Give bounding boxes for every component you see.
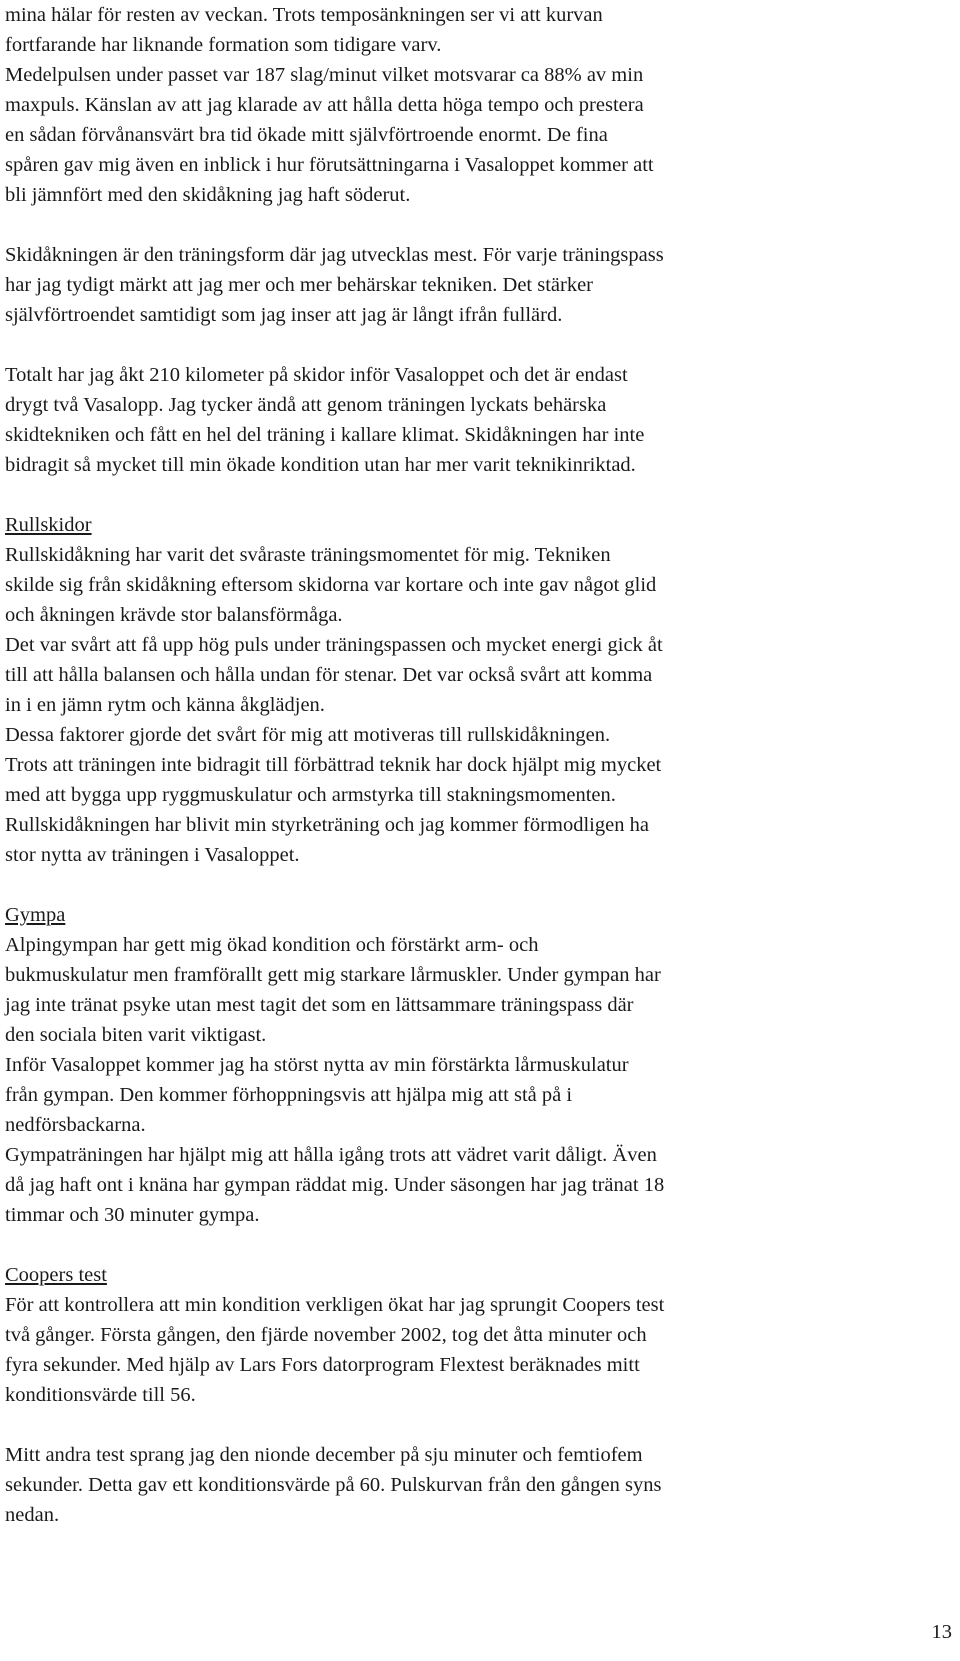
coopers-section [5, 1260, 905, 1410]
text-line: in i en jämn rytm och känna åkglädjen. [5, 694, 325, 716]
text-line: spåren gav mig även en inblick i hur förutsättningarna i Vasaloppet kommer att [5, 154, 654, 176]
text-line: Inför Vasaloppet kommer jag ha störst nytta av min förstärkta lårmuskulatur [5, 1054, 629, 1076]
text-line: Skidåkningen är den träningsform där jag utvecklas mest. För varje träningspass [5, 244, 664, 266]
text-line: bidragit så mycket till min ökade kondition utan har mer varit teknikinriktad. [5, 454, 636, 476]
text-line: den sociala biten varit viktigast. [5, 1024, 267, 1046]
text-line: nedförsbackarna. [5, 1114, 146, 1136]
text-line: timmar och 30 minuter gympa. [5, 1204, 260, 1226]
text-line: Totalt har jag åkt 210 kilometer på skidor inför Vasaloppet och det är endast [5, 364, 628, 386]
text-line: Rullskidåkningen har blivit min styrketräning och jag kommer förmodligen ha [5, 814, 649, 836]
intro-paragraph [5, 0, 905, 210]
paragraph-gap [5, 870, 905, 900]
paragraph-gap [5, 1410, 905, 1440]
text-line: Alpingympan har gett mig ökad kondition och förstärkt arm- och [5, 934, 539, 956]
text-line: fyra sekunder. Med hjälp av Lars Fors datorprogram Flextest beräknades mitt [5, 1354, 640, 1376]
paragraph-gap [5, 480, 905, 510]
text-line: mina hälar för resten av veckan. Trots temposänkningen ser vi att kurvan [5, 4, 603, 26]
second-test-paragraph [5, 1440, 905, 1530]
paragraph-gap [5, 330, 905, 360]
text-line: Dessa faktorer gjorde det svårt för mig att motiveras till rullskidåkningen. [5, 724, 611, 746]
text-line: bli jämnfört med den skidåkning jag haft söderut. [5, 184, 411, 206]
text-line: skilde sig från skidåkning eftersom skidorna var kortare och inte gav något glid [5, 574, 657, 596]
text-line: maxpuls. Känslan av att jag klarade av att hålla detta höga tempo och prestera [5, 94, 644, 116]
paragraph-gap [5, 210, 905, 240]
text-line: För att kontrollera att min kondition verkligen ökat har jag sprungit Coopers test [5, 1294, 665, 1316]
text-line: sekunder. Detta gav ett konditionsvärde på 60. Pulskurvan från den gången syns [5, 1474, 662, 1496]
text-line: Mitt andra test sprang jag den nionde december på sju minuter och femtiofem [5, 1444, 643, 1466]
rullskidor-section [5, 510, 905, 870]
ski-technique-paragraph [5, 240, 905, 330]
text-line: jag inte tränat psyke utan mest tagit det som en lättsammare träningspass där [5, 994, 634, 1016]
document-page [5, 0, 905, 1530]
page-number: 13 [931, 1621, 952, 1643]
text-line: stor nytta av träningen i Vasaloppet. [5, 844, 300, 866]
text-line: då jag haft ont i knäna har gympan räddat mig. Under säsongen har jag tränat 18 [5, 1174, 665, 1196]
text-line: två gånger. Första gången, den fjärde november 2002, tog det åtta minuter och [5, 1324, 647, 1346]
text-line: nedan. [5, 1504, 60, 1526]
text-line: från gympan. Den kommer förhoppningsvis att hjälpa mig att stå på i [5, 1084, 573, 1106]
text-line: bukmuskulatur men framförallt gett mig starkare lårmuskler. Under gympan har [5, 964, 661, 986]
text-line: självförtroendet samtidigt som jag inser att jag är långt ifrån fullärd. [5, 304, 563, 326]
paragraph-gap [5, 1230, 905, 1260]
section-heading-gympa: Gympa [5, 904, 66, 926]
text-line: Medelpulsen under passet var 187 slag/minut vilket motsvarar ca 88% av min [5, 64, 644, 86]
gympa-section [5, 900, 905, 1230]
text-line: drygt två Vasalopp. Jag tycker ändå att genom träningen lyckats behärska [5, 394, 607, 416]
text-line: och åkningen krävde stor balansförmåga. [5, 604, 343, 626]
text-line: en sådan förvånansvärt bra tid ökade mitt självförtroende enormt. De fina [5, 124, 608, 146]
text-line: Det var svårt att få upp hög puls under träningspassen och mycket energi gick åt [5, 634, 663, 656]
section-heading-rullskidor: Rullskidor [5, 514, 92, 536]
section-heading-coopers-test: Coopers test [5, 1264, 107, 1286]
ski-total-paragraph [5, 360, 905, 480]
text-line: med att bygga upp ryggmuskulatur och armstyrka till stakningsmomenten. [5, 784, 616, 806]
text-line: har jag tydigt märkt att jag mer och mer behärskar tekniken. Det stärker [5, 274, 594, 296]
text-line: konditionsvärde till 56. [5, 1384, 196, 1406]
text-line: fortfarande har liknande formation som tidigare varv. [5, 34, 442, 56]
text-line: skidtekniken och fått en hel del träning i kallare klimat. Skidåkningen har inte [5, 424, 645, 446]
text-line: till att hålla balansen och hålla undan för stenar. Det var också svårt att komma [5, 664, 653, 686]
text-line: Gympaträningen har hjälpt mig att hålla igång trots att vädret varit dåligt. Även [5, 1144, 657, 1166]
text-line: Trots att träningen inte bidragit till förbättrad teknik har dock hjälpt mig mycket [5, 754, 662, 776]
text-line: Rullskidåkning har varit det svåraste träningsmomentet för mig. Tekniken [5, 544, 611, 566]
